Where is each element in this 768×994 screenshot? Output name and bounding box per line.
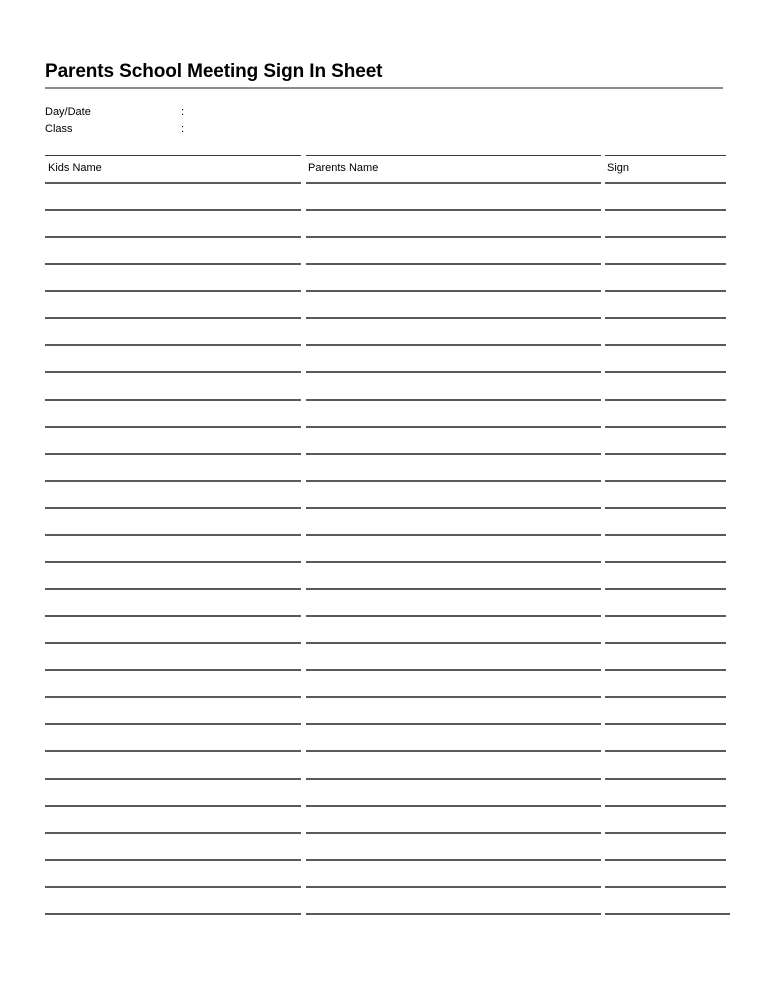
row-22-kids-cell[interactable] [45, 753, 301, 778]
row-13-kids-cell[interactable] [45, 509, 301, 534]
row-20-sign-cell[interactable] [605, 698, 726, 723]
row-24-sign-cell[interactable] [605, 807, 726, 832]
row-12-parents-cell[interactable] [306, 482, 601, 507]
row-25-sign-cell[interactable] [605, 834, 726, 859]
row-5-parents-cell[interactable] [306, 292, 601, 317]
row-9-kids-cell[interactable] [45, 401, 301, 426]
row-5-kids-cell[interactable] [45, 292, 301, 317]
row-12-kids-cell[interactable] [45, 482, 301, 507]
row-16-kids-cell[interactable] [45, 590, 301, 615]
row-6-kids-cell[interactable] [45, 319, 301, 344]
row-3-kids-cell[interactable] [45, 238, 301, 263]
row-line [45, 913, 301, 915]
row-6-sign-cell[interactable] [605, 319, 726, 344]
row-14-sign-cell[interactable] [605, 536, 726, 561]
row-17-parents-cell[interactable] [306, 617, 601, 642]
day-date-label: Day/Date [45, 106, 91, 118]
row-24-kids-cell[interactable] [45, 807, 301, 832]
class-label: Class [45, 123, 73, 135]
row-line [45, 371, 301, 373]
class-field [45, 123, 184, 135]
row-line [45, 750, 301, 752]
row-1-sign-cell[interactable] [605, 184, 726, 209]
row-2-sign-cell[interactable] [605, 211, 726, 236]
day-date-field [45, 106, 184, 118]
row-15-parents-cell[interactable] [306, 563, 601, 588]
row-19-sign-cell[interactable] [605, 671, 726, 696]
row-23-kids-cell[interactable] [45, 780, 301, 805]
row-22-sign-cell[interactable] [605, 753, 726, 778]
row-line [605, 750, 726, 752]
row-10-parents-cell[interactable] [306, 428, 601, 453]
row-14-kids-cell[interactable] [45, 536, 301, 561]
row-7-sign-cell[interactable] [605, 346, 726, 371]
row-21-parents-cell[interactable] [306, 725, 601, 750]
title-divider [45, 87, 723, 89]
row-4-parents-cell[interactable] [306, 265, 601, 290]
row-24-parents-cell[interactable] [306, 807, 601, 832]
class-separator: : [181, 123, 185, 135]
row-18-kids-cell[interactable] [45, 644, 301, 669]
row-16-sign-cell[interactable] [605, 590, 726, 615]
row-21-sign-cell[interactable] [605, 725, 726, 750]
row-8-parents-cell[interactable] [306, 374, 601, 399]
column-header-parents-name: Parents Name [308, 162, 379, 174]
row-19-kids-cell[interactable] [45, 671, 301, 696]
row-27-parents-cell[interactable] [306, 888, 601, 913]
row-23-parents-cell[interactable] [306, 780, 601, 805]
row-23-sign-cell[interactable] [605, 780, 726, 805]
row-19-parents-cell[interactable] [306, 671, 601, 696]
row-20-parents-cell[interactable] [306, 698, 601, 723]
row-26-kids-cell[interactable] [45, 861, 301, 886]
row-4-sign-cell[interactable] [605, 265, 726, 290]
row-13-parents-cell[interactable] [306, 509, 601, 534]
row-5-sign-cell[interactable] [605, 292, 726, 317]
row-11-sign-cell[interactable] [605, 455, 726, 480]
row-line [306, 913, 601, 915]
header-top-line-kids [45, 155, 301, 156]
header-top-line-parents [306, 155, 601, 156]
row-1-parents-cell[interactable] [306, 184, 601, 209]
column-header-kids-name: Kids Name [48, 162, 102, 174]
row-11-parents-cell[interactable] [306, 455, 601, 480]
row-10-sign-cell[interactable] [605, 428, 726, 453]
row-21-kids-cell[interactable] [45, 725, 301, 750]
row-27-sign-cell[interactable] [605, 888, 726, 913]
row-14-parents-cell[interactable] [306, 536, 601, 561]
row-line [306, 750, 601, 752]
row-7-parents-cell[interactable] [306, 346, 601, 371]
row-3-parents-cell[interactable] [306, 238, 601, 263]
row-3-sign-cell[interactable] [605, 238, 726, 263]
row-1-kids-cell[interactable] [45, 184, 301, 209]
header-top-line-sign [605, 155, 726, 156]
row-8-sign-cell[interactable] [605, 374, 726, 399]
column-header-sign: Sign [607, 162, 630, 174]
row-line [605, 371, 726, 373]
row-2-parents-cell[interactable] [306, 211, 601, 236]
row-17-sign-cell[interactable] [605, 617, 726, 642]
row-26-sign-cell[interactable] [605, 861, 726, 886]
row-9-sign-cell[interactable] [605, 401, 726, 426]
row-20-kids-cell[interactable] [45, 698, 301, 723]
day-date-separator: : [181, 106, 185, 118]
row-11-kids-cell[interactable] [45, 455, 301, 480]
row-9-parents-cell[interactable] [306, 401, 601, 426]
row-12-sign-cell[interactable] [605, 482, 726, 507]
row-15-kids-cell[interactable] [45, 563, 301, 588]
row-27-kids-cell[interactable] [45, 888, 301, 913]
page-title: Parents School Meeting Sign In Sheet [45, 61, 383, 82]
row-22-parents-cell[interactable] [306, 753, 601, 778]
row-25-parents-cell[interactable] [306, 834, 601, 859]
row-4-kids-cell[interactable] [45, 265, 301, 290]
row-16-parents-cell[interactable] [306, 590, 601, 615]
row-26-parents-cell[interactable] [306, 861, 601, 886]
row-line [605, 913, 730, 915]
row-17-kids-cell[interactable] [45, 617, 301, 642]
row-18-parents-cell[interactable] [306, 644, 601, 669]
row-18-sign-cell[interactable] [605, 644, 726, 669]
row-7-kids-cell[interactable] [45, 346, 301, 371]
row-25-kids-cell[interactable] [45, 834, 301, 859]
row-10-kids-cell[interactable] [45, 428, 301, 453]
row-15-sign-cell[interactable] [605, 563, 726, 588]
row-line [306, 371, 601, 373]
row-6-parents-cell[interactable] [306, 319, 601, 344]
row-2-kids-cell[interactable] [45, 211, 301, 236]
row-13-sign-cell[interactable] [605, 509, 726, 534]
row-8-kids-cell[interactable] [45, 374, 301, 399]
